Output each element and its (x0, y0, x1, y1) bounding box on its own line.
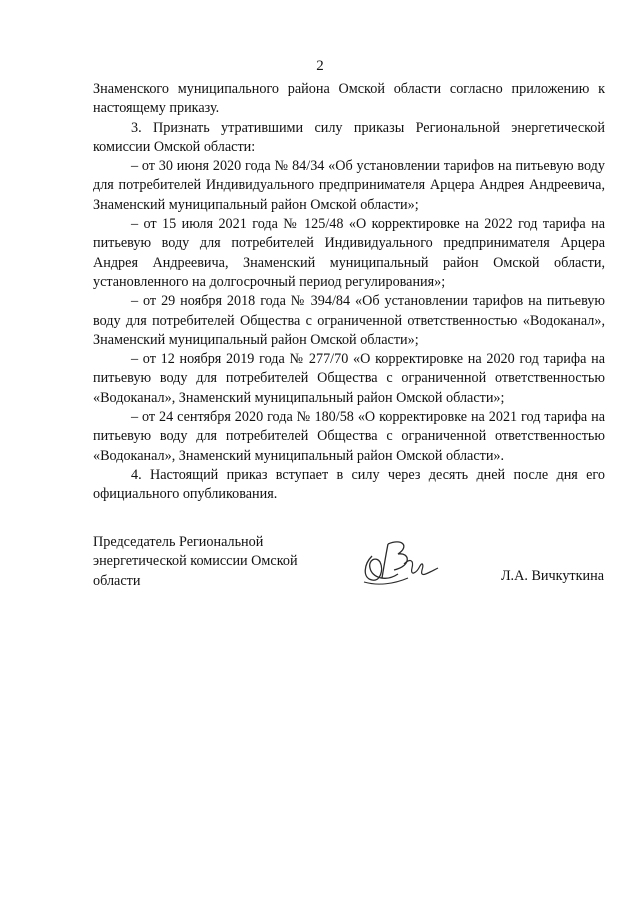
signatory-position-line: Председатель Региональной (93, 534, 264, 550)
repealed-order-4: – от 12 ноября 2019 года № 277/70 «О корректировке на 2020 год тарифа на питьевую воду для потребителей Общества с ограниченной ответственностью «Водоканал», Знаменский муниципальный район Омской области»; (93, 351, 605, 406)
page-number: 2 (316, 58, 324, 74)
repealed-order-2: – от 15 июля 2021 года № 125/48 «О корректировке на 2022 год тарифа на питьевую воду для потребителей Индивидуального предпринимателя Арцера Андрея Андреевича, Знаменский муниципальный район Омской области, установленного на долгосрочный период регулирования»; (93, 216, 605, 290)
paragraph-item-4: 4. Настоящий приказ вступает в силу через десять дней после дня его официального опубликования. (93, 466, 605, 503)
signatory-position (93, 533, 298, 591)
repealed-order-1: – от 30 июня 2020 года № 84/34 «Об установлении тарифов на питьевую воду для потребителей Индивидуального предпринимателя Арцера Андрея Андреевича, Знаменский муниципальный район Омской области»; (93, 158, 605, 213)
signatory-name: Л.А. Вичкуткина (500, 568, 604, 584)
handwritten-signature (358, 530, 446, 590)
signatory-position-line: области (93, 572, 141, 589)
repealed-order-3: – от 29 ноября 2018 года № 394/84 «Об установлении тарифов на питьевую воду для потребителей Общества с ограниченной ответственностью «Водоканал», Знаменский муниципальный район Омской области»; (93, 293, 605, 348)
signatory-position-line: энергетической комиссии Омской (93, 553, 298, 570)
repealed-order-5: – от 24 сентября 2020 года № 180/58 «О корректировке на 2021 год тарифа на питьевую воду для потребителей Общества с ограниченной ответственностью «Водоканал», Знаменский муниципальный район Омской области». (93, 409, 605, 464)
paragraph-continuation: Знаменского муниципального района Омской области согласно приложению к настоящему приказу. (93, 81, 605, 117)
document-body (93, 80, 605, 505)
paragraph-item-3: 3. Признать утратившими силу приказы Региональной энергетической комиссии Омской области: (93, 119, 605, 155)
